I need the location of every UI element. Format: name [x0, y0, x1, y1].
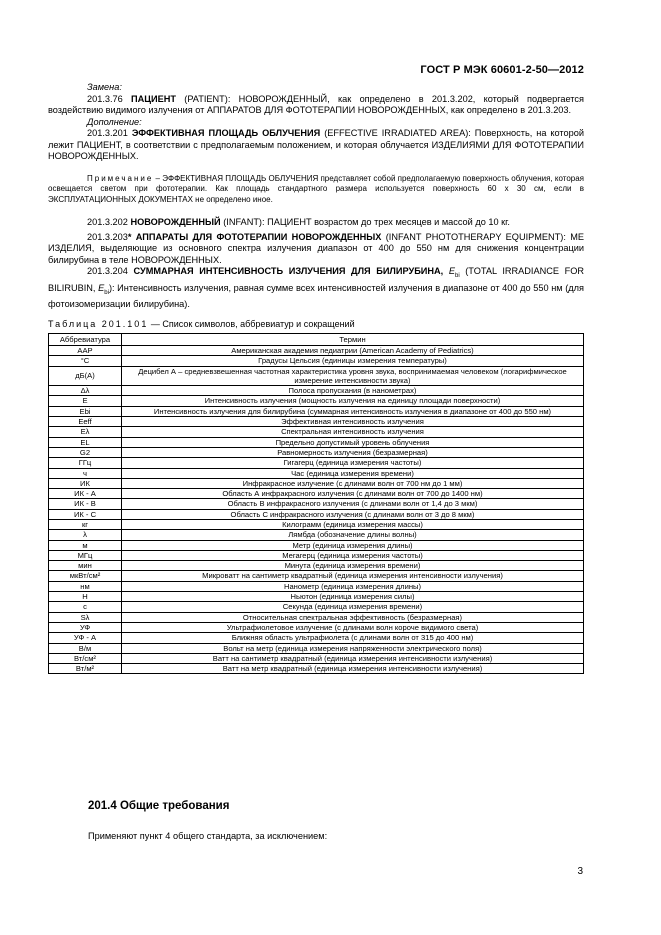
term-cell: Ультрафиолетовое излучение (с длинами волн короче видимого света) — [122, 622, 584, 632]
table-row — [49, 602, 584, 612]
term-cell: Ватт на метр квадратный (единица измерения интенсивности излучения) — [122, 664, 584, 674]
term-cell: Предельно допустимый уровень облучения — [122, 437, 584, 447]
abbr-cell: E — [49, 396, 122, 406]
document-body — [48, 82, 584, 674]
clause-201-3-204: 201.3.204 СУММАРНАЯ ИНТЕНСИВНОСТЬ ИЗЛУЧЕНИЯ ДЛЯ БИЛИРУБИНА, $E_{bi}$ (TOTAL IRRADIANCE FOR BILIRUBIN, $E_{bi}$): Интенсивность излучения, равная сумме всех интенсивностей излучения в диапазоне от 400 до 550 нм (для фотоизомеризации билирубина). — [48, 266, 584, 309]
abbr-cell: Н — [49, 592, 122, 602]
table-row — [49, 499, 584, 509]
abbr-cell: Eλ — [49, 427, 122, 437]
clause-201-3-201: 201.3.201 ЭФФЕКТИВНАЯ ПЛОЩАДЬ ОБЛУЧЕНИЯ (EFFECTIVE IRRADIATED AREA): Поверхность, на которой лежит ПАЦИЕНТ, в соответствии с предполагаемым положением, и которая облучается ИЗДЕЛИЯМИ ДЛЯ ФОТОТЕРАПИИ НОВОРОЖДЕННЫХ. — [48, 128, 584, 161]
table-row — [49, 417, 584, 427]
term-cell: Спектральная интенсивность излучения — [122, 427, 584, 437]
table-row — [49, 458, 584, 468]
term-cell: Мегагерц (единица измерения частоты) — [122, 550, 584, 560]
table-row — [49, 653, 584, 663]
table-caption: Таблица 201.101 — Список символов, аббревиатур и сокращений — [48, 319, 355, 330]
abbr-cell: нм — [49, 581, 122, 591]
term-cell: Децибел А – средневзвешенная частотная характеристика уровня звука, воспринимаемая человеком (логарифмическое измерение интенсивности звука) — [122, 366, 584, 386]
table-row — [49, 489, 584, 499]
term-cell: Ньютон (единица измерения силы) — [122, 592, 584, 602]
term-cell: Микроватт на сантиметр квадратный (единица измерения интенсивности излучения) — [122, 571, 584, 581]
abbr-cell: Вт/см² — [49, 653, 122, 663]
term-cell: Американская академия педиатрии (American Academy of Pediatrics) — [122, 345, 584, 355]
abbr-cell: ч — [49, 468, 122, 478]
table-row — [49, 571, 584, 581]
abbr-cell: дБ(А) — [49, 366, 122, 386]
term-cell: Область А инфракрасного излучения (с длинами волн от 700 до 1400 нм) — [122, 489, 584, 499]
table-row — [49, 478, 584, 488]
term-cell: Нанометр (единица измерения длины) — [122, 581, 584, 591]
term-cell: Минута (единица измерения времени) — [122, 561, 584, 571]
abbr-cell: мин — [49, 561, 122, 571]
table-row — [49, 622, 584, 632]
table-row — [49, 592, 584, 602]
term-cell: Секунда (единица измерения времени) — [122, 602, 584, 612]
abbr-cell: ИК — [49, 478, 122, 488]
replace-label: Замена: — [87, 82, 122, 92]
abbr-cell: УФ — [49, 622, 122, 632]
clause-201-3-202: 201.3.202 НОВОРОЖДЕННЫЙ (INFANT): ПАЦИЕНТ возрастом до трех месяцев и массой до 10 кг. — [87, 217, 510, 228]
standard-header: ГОСТ Р МЭК 60601-2-50—2012 — [420, 64, 584, 76]
section-text: Применяют пункт 4 общего стандарта, за исключением: — [88, 831, 328, 841]
abbr-cell: УФ - А — [49, 633, 122, 643]
term-cell: Эффективная интенсивность излучения — [122, 417, 584, 427]
abbr-cell: Eeff — [49, 417, 122, 427]
table-header-row — [49, 333, 584, 345]
abbr-cell: ИК - С — [49, 509, 122, 519]
add-label: Дополнение: — [87, 116, 142, 127]
term-cell: Инфракрасное излучение (с длинами волн от 700 нм до 1 мм) — [122, 478, 584, 488]
col-term-header: Термин — [122, 333, 584, 345]
term-cell: Интенсивность излучения (мощность излучения на единицу площади поверхности) — [122, 396, 584, 406]
abbr-cell: G2 — [49, 447, 122, 457]
term-cell: Ватт на сантиметр квадратный (единица измерения интенсивности излучения) — [122, 653, 584, 663]
table-row — [49, 509, 584, 519]
table-row — [49, 396, 584, 406]
table-row — [49, 406, 584, 416]
abbr-cell: В/м — [49, 643, 122, 653]
abbr-cell: ИК - В — [49, 499, 122, 509]
term-cell: Область С инфракрасного излучения (с длинами волн от 3 до 8 мкм) — [122, 509, 584, 519]
clause-201-3-203: 201.3.203* АППАРАТЫ ДЛЯ ФОТОТЕРАПИИ НОВОРОЖДЕННЫХ (INFANT PHOTOTHERAPY EQUIPMENT): МЕ ИЗДЕЛИЯ, выделяющие из основного спектра излучения диапазон от 400 до 550 нм для снижения концентрации билирубина в теле НОВОРОЖДЕННЫХ. — [48, 231, 584, 265]
abbr-cell: ГГц — [49, 458, 122, 468]
abbr-cell: ИК - А — [49, 489, 122, 499]
term-cell: Относительная спектральная эффективность (безразмерная) — [122, 612, 584, 622]
table-row — [49, 664, 584, 674]
table-row — [49, 633, 584, 643]
abbr-cell: кг — [49, 519, 122, 529]
abbr-cell: Sλ — [49, 612, 122, 622]
table-row — [49, 643, 584, 653]
abbr-cell: мкВт/см² — [49, 571, 122, 581]
abbr-cell: EL — [49, 437, 122, 447]
term-cell: Гигагерц (единица измерения частоты) — [122, 458, 584, 468]
table-row — [49, 530, 584, 540]
page-number: 3 — [577, 866, 583, 877]
section-title: 201.4 Общие требования — [88, 800, 230, 812]
term-cell: Лямбда (обозначение длины волны) — [122, 530, 584, 540]
term-cell: Килограмм (единица измерения массы) — [122, 519, 584, 529]
term-cell: Час (единица измерения времени) — [122, 468, 584, 478]
term-cell: Градусы Цельсия (единицы измерения температуры) — [122, 356, 584, 366]
note: Примечание – ЭФФЕКТИВНАЯ ПЛОЩАДЬ ОБЛУЧЕНИЯ представляет собой предполагаемую поверхность облучения, которая освещается светом при фототерапии. Как площадь стандартного размера используется поверхность 60 x 30 см, если в ЭКСПЛУАТАЦИОННЫХ ДОКУМЕНТАХ не определено иное. — [48, 173, 584, 204]
abbr-cell: Вт/м² — [49, 664, 122, 674]
abbr-cell: Δλ — [49, 386, 122, 396]
table-row — [49, 356, 584, 366]
abbr-cell: с — [49, 602, 122, 612]
term-cell: Полоса пропускания (в нанометрах) — [122, 386, 584, 396]
table-row — [49, 519, 584, 529]
abbr-cell: AAP — [49, 345, 122, 355]
table-row — [49, 561, 584, 571]
clause-201-3-76: 201.3.76 ПАЦИЕНТ (PATIENT): НОВОРОЖДЕННЫЙ, как определено в 201.3.202, который подвергается воздействию видимого излучения от АППАРАТОВ ДЛЯ ФОТОТЕРАПИИ НОВОРОЖДЕННЫХ, как определено в 201.3.203. — [48, 93, 584, 115]
table-row — [49, 366, 584, 386]
abbr-cell: м — [49, 540, 122, 550]
abbr-cell: МГц — [49, 550, 122, 560]
table-row — [49, 581, 584, 591]
term-cell: Ближняя область ультрафиолета (с длинами волн от 315 до 400 нм) — [122, 633, 584, 643]
abbr-cell: λ — [49, 530, 122, 540]
term-cell: Вольт на метр (единица измерения напряженности электрического поля) — [122, 643, 584, 653]
table-row — [49, 468, 584, 478]
table-row — [49, 427, 584, 437]
table-row — [49, 437, 584, 447]
table-row — [49, 345, 584, 355]
table-row — [49, 540, 584, 550]
abbreviations-table — [48, 333, 584, 675]
term-cell: Интенсивность излучения для билирубина (суммарная интенсивность излучения в диапазоне от 400 до 550 нм) — [122, 406, 584, 416]
table-row — [49, 550, 584, 560]
term-cell: Метр (единица измерения длины) — [122, 540, 584, 550]
table-row — [49, 447, 584, 457]
abbr-cell: Ebi — [49, 406, 122, 416]
term-cell: Область В инфракрасного излучения (с длинами волн от 1,4 до 3 мкм) — [122, 499, 584, 509]
abbr-cell: °C — [49, 356, 122, 366]
col-abbr-header: Аббревиатура — [49, 333, 122, 345]
term-cell: Равномерность излучения (безразмерная) — [122, 447, 584, 457]
table-row — [49, 612, 584, 622]
table-row — [49, 386, 584, 396]
